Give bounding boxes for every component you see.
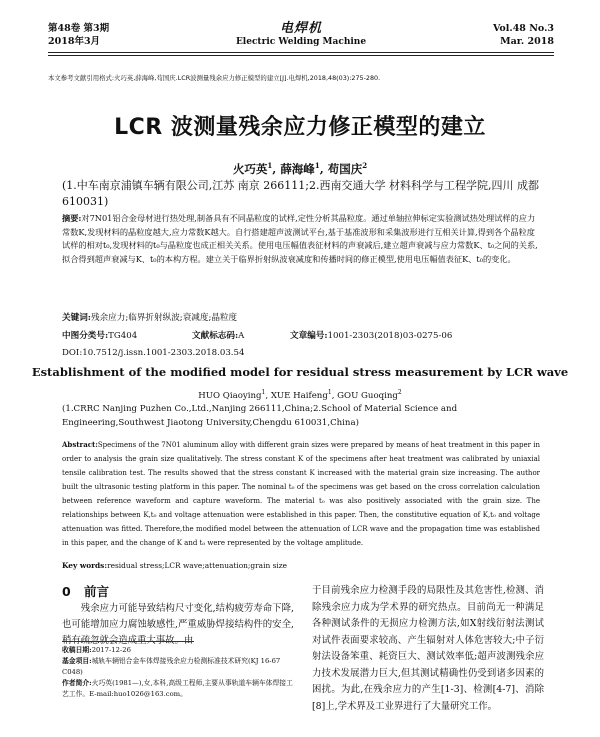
header-rule-thin: [48, 55, 554, 56]
author-affil-mark: 1: [327, 389, 332, 396]
footnote: [62, 645, 294, 700]
author-separator: ,: [331, 390, 338, 401]
clc-code: TG404: [108, 331, 138, 341]
keywords-cn: [62, 312, 540, 326]
body-column-right: [312, 583, 544, 715]
abstract-cn-text: 对7N01铝合金母材进行热处理,制备具有不同晶粒度的试样,定性分析其晶粒度。通过单轴拉伸标定实验测试热处理试样的应力常数K,发现材料的晶粒度越大,应力常数K越大。自行搭建超声波测试平台,基于基准波形和采集波形进行互相关计算,得到各个晶粒度试样的相对t₀,发现材料的t₀与晶粒度也成正相关关系。使用电压幅值表征材料的声衰减后,建立超声衰减与应力常数K、t₀之间的关系,拟合得到超声衰减与K、t₀的本构方程。建立关于临界折射纵波衰减度和传播时间的修正模型,使用电压幅值表征K、t₀的变化。: [62, 213, 538, 264]
classification-line: [62, 330, 540, 344]
author-name-en: GOU Guoqing: [337, 390, 398, 401]
author-affil-mark: 2: [397, 389, 402, 396]
footnote-fund: [62, 656, 294, 678]
abstract-en-text: Specimens of the 7N01 aluminum alloy with different grain sizes were prepared by means of heat treatment in this paper in order to analysis the grain size qualitatively. The stress constant K of the specimens after heat treatment was calibrated by uniaxial tensile calibration test. The results showed that the stress constant K increased with the material grain size increasing. The author built the ultrasonic testing platform in this paper. The nominal t₀ of the specimens was get based on the cross correlation calculation between reference waveform and capture waveform. The material t₀ was also positively associated with the grain size. The relationships between K,t₀ and voltage attenuation were established in this paper. Then, the constitutive equation of K,t₀ and voltage attenuation was fitted. Therefore,the modified model between the attenuation of LCR wave and the propagation time was established in this paper, and the change of K and t₀ were represented by the voltage amplitude.: [62, 441, 540, 547]
journal-name-cn: 电焊机: [279, 21, 322, 36]
clc-label: 中图分类号:: [62, 331, 109, 341]
article-no-label: 文章编号:: [290, 331, 328, 341]
article-no: 1001-2303(2018)03-0275-06: [327, 331, 453, 341]
header-right: [493, 22, 554, 48]
author-name: 火巧英: [232, 161, 268, 176]
author-name: 苟国庆: [327, 161, 363, 176]
doc-code-label: 文献标志码:: [192, 331, 239, 341]
clc-group: [62, 330, 192, 344]
section-number: 0: [62, 584, 71, 599]
section-heading: [62, 583, 294, 601]
date-en: Mar. 2018: [500, 36, 554, 47]
author-bio-text: 火巧英(1981—),女,本科,高级工程师,主要从事轨道车辆车体焊接工艺工作。E-mail:huo1026@163.com。: [62, 679, 293, 698]
fund-text: 城轨车辆铝合金车体焊接残余应力检测标准技术研究(KJ 16-67 C048): [62, 657, 281, 676]
authors-cn: [0, 158, 600, 177]
abstract-cn-label: 摘要:: [62, 213, 82, 223]
paper-title-cn: LCR 波测量残余应力修正模型的建立: [114, 115, 486, 140]
abstract-en-label: Abstract:: [62, 440, 98, 449]
body-column-left: [62, 583, 294, 649]
section-title: 前言: [84, 584, 110, 599]
journal-header: [48, 22, 554, 52]
header-rule-thick: [48, 52, 554, 53]
intro-paragraph-left: 残余应力可能导致结构尺寸变化,结构疲劳寿命下降,也可能增加应力腐蚀敏感性,严重威胁焊接结构件的安全,稍有疏忽就会造成重大事故。由: [62, 603, 294, 646]
fund-label: 基金项目:: [62, 657, 92, 665]
abstract-en: [62, 438, 540, 550]
keywords-cn-text: 残余应力;临界折射纵波;衰减度;晶粒度: [90, 313, 238, 323]
abstract-cn: [62, 212, 540, 266]
author-affil-mark: 2: [362, 161, 368, 170]
received-label: 收稿日期:: [62, 646, 92, 654]
author-separator: ,: [265, 390, 271, 401]
citation-format: 本文参考文献引用格式:火巧英,薛海峰,苟国庆.LCR波测量残余应力修正模型的建立[J].电焊机,2018,48(03):275-280.: [48, 74, 381, 82]
keywords-en-text: residual stress;LCR wave;attenuation;grain size: [107, 561, 287, 570]
author-separator: ,: [319, 161, 324, 176]
keywords-en: [62, 560, 540, 572]
affiliation-en: (1.CRRC Nanjing Puzhen Co.,Ltd.,Nanjing 266111,China;2.School of Material Science and Engineering,Southwest Jiaotong University,Chengdu 610031,China): [62, 404, 458, 428]
footnote-rule: [62, 641, 194, 642]
author-name-en: XUE Haifeng: [270, 390, 328, 401]
authors-en: [0, 387, 600, 402]
affiliation-cn: (1.中车南京浦镇车辆有限公司,江苏 南京 266111;2.西南交通大学 材料科学与工程学院,四川 成都 610031): [62, 179, 539, 208]
author-separator: ,: [272, 161, 277, 176]
author-affil-mark: 1: [261, 389, 266, 396]
footnote-received: [62, 645, 294, 656]
author-bio-label: 作者简介:: [62, 679, 92, 687]
author-affil-mark: 1: [267, 161, 273, 170]
issue-cn: 第48卷 第3期: [48, 23, 110, 34]
article-no-group: [290, 330, 452, 344]
doi: DOI:10.7512/j.issn.1001-2303.2018.03.54: [62, 348, 245, 358]
author-name: 薛海峰: [280, 161, 315, 176]
author-affil-mark: 1: [314, 161, 320, 170]
author-name-en: HUO Qiaoying: [198, 390, 262, 401]
doc-code: A: [238, 331, 245, 341]
journal-name-en: Electric Welding Machine: [235, 37, 367, 47]
keywords-cn-label: 关键词:: [62, 313, 91, 323]
keywords-en-label: Key words:: [62, 561, 108, 570]
footnote-author: [62, 678, 294, 700]
intro-paragraph-right: 于目前残余应力检测手段的局限性及其危害性,检测、消除残余应力成为学术界的研究热点。目前尚无一种满足各种测试条件的无损应力检测方法,如X射线衍射法测试对试件表面要求较高、产生辐射对人体危害较大;中子衍射法设备笨重、耗资巨大、测试效率低;超声波测残余应力技术发展潜力巨大,但其测试精确性仍受到诸多因素的困扰。为此,在残余应力的产生[1-3]、检测[4-7]、消除[8]上,学术界及工业界进行了大量研究工作。: [312, 585, 544, 712]
received-date: 2017-12-26: [91, 646, 131, 654]
volume-en: Vol.48 No.3: [492, 23, 554, 34]
header-center: [48, 22, 554, 49]
date-cn: 2018年3月: [48, 36, 101, 47]
doc-code-group: [192, 330, 290, 344]
paper-title-en: Establishment of the modified model for residual stress measurement by LCR wave: [31, 365, 569, 379]
